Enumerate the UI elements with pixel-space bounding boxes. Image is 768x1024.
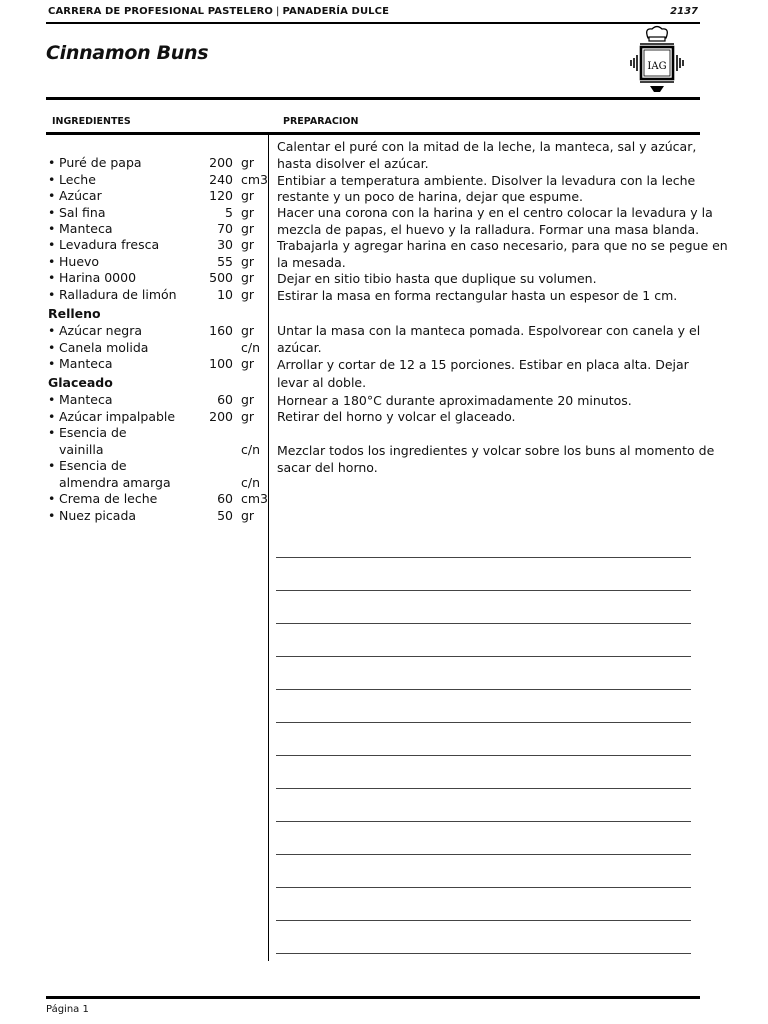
ingredient-row	[48, 188, 270, 204]
bullet: •	[48, 221, 56, 236]
ingredient-unit: gr	[241, 205, 255, 220]
ingredient-row	[48, 270, 270, 286]
note-line[interactable]	[276, 656, 691, 657]
recipe-title: Cinnamon Buns	[46, 42, 209, 64]
ingredient-name: Manteca	[59, 221, 113, 236]
bullet: •	[48, 458, 56, 473]
prep-line: Untar la masa con la manteca pomada. Espolvorear con canela y el	[277, 323, 701, 338]
prep-line: mezcla de papas, el huevo y la ralladura. Formar una masa blanda.	[277, 222, 700, 237]
ingredient-qty: 70	[217, 221, 233, 236]
ingredient-unit: gr	[241, 356, 255, 371]
ingredient-qty: 200	[209, 155, 233, 170]
ingredient-name: Azúcar	[59, 188, 102, 203]
bullet: •	[48, 508, 56, 523]
ingredient-row	[48, 409, 270, 425]
ingredient-unit: gr	[241, 409, 255, 424]
ingredient-qty: 5	[225, 205, 233, 220]
note-line[interactable]	[276, 557, 691, 558]
prep-line: Retirar del horno y volcar el glaceado.	[277, 409, 516, 424]
note-line[interactable]	[276, 623, 691, 624]
prep-line: Calentar el puré con la mitad de la leche, la manteca, sal y azúcar,	[277, 139, 697, 154]
note-line[interactable]	[276, 887, 691, 888]
bullet: •	[48, 188, 56, 203]
page-label: Página 1	[46, 1004, 89, 1015]
note-line[interactable]	[276, 722, 691, 723]
ingredient-name: Puré de papa	[59, 155, 142, 170]
note-line[interactable]	[276, 953, 691, 954]
bullet: •	[48, 323, 56, 338]
ingredient-unit: gr	[241, 392, 255, 407]
ingredient-row	[48, 155, 270, 171]
header-separator: |	[276, 6, 280, 17]
ingredient-row	[48, 508, 270, 524]
ingredient-name: Esencia de	[59, 425, 127, 440]
note-line[interactable]	[276, 920, 691, 921]
note-line[interactable]	[276, 590, 691, 591]
bullet: •	[48, 392, 56, 407]
ingredient-unit: gr	[241, 287, 255, 302]
ingredient-unit: gr	[241, 508, 255, 523]
note-line[interactable]	[276, 755, 691, 756]
bullet: •	[48, 356, 56, 371]
ingredient-qty: 50	[217, 508, 233, 523]
ingredient-unit: gr	[241, 254, 255, 269]
ingredient-unit: c/n	[241, 475, 261, 490]
ingredient-row	[48, 392, 270, 408]
bullet: •	[48, 491, 56, 506]
ingredient-qty: 30	[217, 237, 233, 252]
chef-hat-emblem-icon	[631, 27, 683, 93]
ingredient-row	[48, 425, 270, 441]
ingredient-qty: 240	[209, 172, 233, 187]
ingredient-row	[48, 458, 270, 474]
ingredient-qty: 55	[217, 254, 233, 269]
note-line[interactable]	[276, 689, 691, 690]
ingredient-name: Nuez picada	[59, 508, 137, 523]
prep-line: la mesada.	[277, 255, 346, 270]
ingredient-row	[48, 287, 270, 303]
ingredient-name: Harina 0000	[59, 270, 137, 285]
ingredient-unit: gr	[241, 155, 255, 170]
ingredient-unit: c/n	[241, 442, 261, 457]
ingredient-name: vainilla	[59, 442, 104, 457]
section-name: PANADERÍA DULCE	[282, 6, 390, 17]
ingredient-row	[48, 323, 270, 339]
bullet: •	[48, 425, 56, 440]
ingredient-row	[48, 205, 270, 221]
prep-line: Arrollar y cortar de 12 a 15 porciones. Estibar en placa alta. Dejar	[277, 357, 689, 372]
bullet: •	[48, 287, 56, 302]
ingredient-row	[48, 172, 270, 188]
recipe-number: 2137	[670, 6, 698, 17]
bullet: •	[48, 254, 56, 269]
prep-line: Estirar la masa en forma rectangular hasta un espesor de 1 cm.	[277, 288, 678, 303]
note-line[interactable]	[276, 854, 691, 855]
bullet: •	[48, 237, 56, 252]
ingredient-unit: cm3	[241, 491, 269, 506]
columns-rule	[46, 132, 700, 135]
ingredient-qty: 120	[209, 188, 233, 203]
bullet: •	[48, 270, 56, 285]
bullet: •	[48, 205, 56, 220]
ingredient-qty: 60	[217, 392, 233, 407]
ingredient-qty: 200	[209, 409, 233, 424]
prep-line: restante y un poco de harina, dejar que espume.	[277, 189, 583, 204]
ingredient-name: Ralladura de limón	[59, 287, 177, 302]
ingredients-heading: INGREDIENTES	[52, 116, 131, 127]
footer-rule	[46, 996, 700, 999]
ingredient-unit: gr	[241, 237, 255, 252]
ingredient-name: Manteca	[59, 392, 113, 407]
prep-line: Entibiar a temperatura ambiente. Disolver la levadura con la leche	[277, 173, 696, 188]
ingredient-row-continuation	[48, 475, 270, 491]
ingredient-name: Azúcar impalpable	[59, 409, 176, 424]
title-rule	[46, 97, 700, 100]
note-line[interactable]	[276, 788, 691, 789]
prep-line: sacar del horno.	[277, 460, 378, 475]
ingredient-name: Canela molida	[59, 340, 149, 355]
prep-line: azúcar.	[277, 340, 322, 355]
ingredient-name: Crema de leche	[59, 491, 158, 506]
relleno-heading: Relleno	[48, 306, 101, 321]
prep-line: Hornear a 180°C durante aproximadamente 20 minutos.	[277, 393, 632, 408]
bullet: •	[48, 409, 56, 424]
bullet: •	[48, 172, 56, 187]
ingredient-row	[48, 254, 270, 270]
bullet: •	[48, 155, 56, 170]
course-name: CARRERA DE PROFESIONAL PASTELERO	[48, 6, 274, 17]
course-header	[48, 6, 389, 17]
ingredient-unit: gr	[241, 221, 255, 236]
ingredient-row	[48, 221, 270, 237]
ingredient-qty: 10	[217, 287, 233, 302]
prep-line: Dejar en sitio tibio hasta que duplique su volumen.	[277, 271, 597, 286]
prep-line: Hacer una corona con la harina y en el centro colocar la levadura y la	[277, 205, 713, 220]
ingredient-name: Esencia de	[59, 458, 127, 473]
ingredient-name: Huevo	[59, 254, 100, 269]
ingredient-row	[48, 340, 270, 356]
prep-line: Trabajarla y agregar harina en caso necesario, para que no se pegue en	[277, 238, 728, 253]
ingredient-qty: 100	[209, 356, 233, 371]
prep-line: levar al doble.	[277, 375, 367, 390]
ingredient-unit: gr	[241, 270, 255, 285]
header-top-rule	[46, 22, 700, 24]
ingredient-name: Levadura fresca	[59, 237, 160, 252]
ingredient-unit: cm3	[241, 172, 269, 187]
ingredient-name: Azúcar negra	[59, 323, 143, 338]
preparation-heading: PREPARACION	[283, 116, 359, 127]
ingredient-name: Manteca	[59, 356, 113, 371]
ingredient-qty: 500	[209, 270, 233, 285]
glaceado-heading: Glaceado	[48, 375, 113, 390]
logo-text: IAG	[647, 61, 667, 72]
ingredient-qty: 160	[209, 323, 233, 338]
ingredient-unit: gr	[241, 188, 255, 203]
ingredient-row	[48, 237, 270, 253]
ingredient-name: Sal fina	[59, 205, 106, 220]
ingredient-unit: gr	[241, 323, 255, 338]
ingredient-name: Leche	[59, 172, 96, 187]
ingredient-unit: c/n	[241, 340, 261, 355]
ingredient-name: almendra amarga	[59, 475, 171, 490]
ingredient-row	[48, 491, 270, 507]
ingredient-row-continuation	[48, 442, 270, 458]
ingredient-qty: 60	[217, 491, 233, 506]
prep-line: Mezclar todos los ingredientes y volcar sobre los buns al momento de	[277, 443, 715, 458]
note-line[interactable]	[276, 821, 691, 822]
prep-line: hasta disolver el azúcar.	[277, 156, 429, 171]
bullet: •	[48, 340, 56, 355]
ingredient-row	[48, 356, 270, 372]
iag-logo	[628, 24, 686, 96]
